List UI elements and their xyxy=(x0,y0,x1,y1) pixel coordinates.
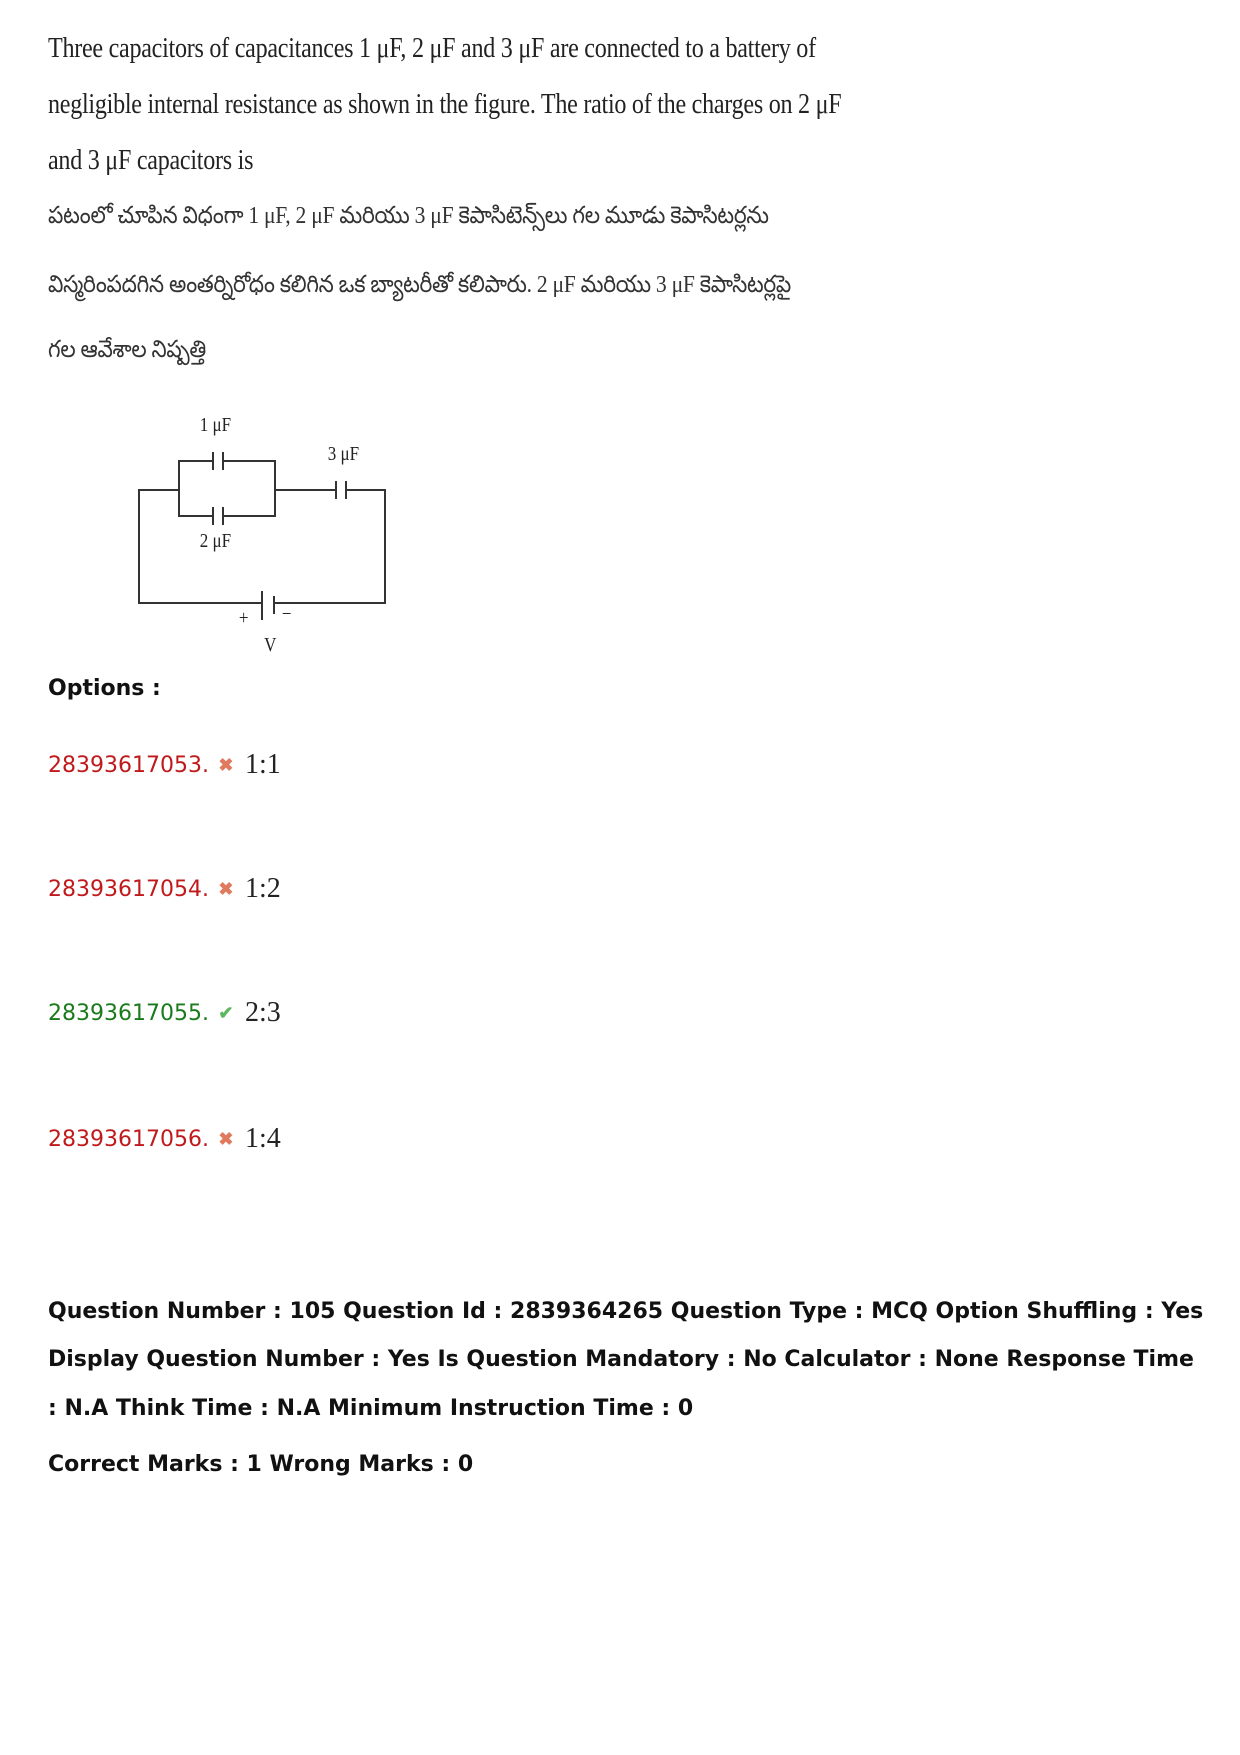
cross-icon: ✖ xyxy=(218,1128,234,1149)
capacitor-2uf-label: 2 μF xyxy=(199,530,232,552)
meta-line: Display Question Number : Yes Is Question Mandatory : No Calculator : None Response Time xyxy=(48,1347,1194,1372)
option-row xyxy=(48,872,281,906)
question-line-te: పటంలో చూపిన విధంగా 1 μF, 2 μF మరియు 3 μF కెపాసిటెన్స్‌లు గల మూడు కెపాసిటర్లను xyxy=(48,203,769,229)
option-row-correct xyxy=(48,996,281,1030)
battery-minus-label: − xyxy=(281,603,292,625)
option-row xyxy=(48,1122,281,1156)
question-line-te: విస్మరింపదగిన అంతర్నిరోధం కలిగిన ఒక బ్యాటరీతో కలిపారు. 2 μF మరియు 3 μF కెపాసిటర్లపై xyxy=(48,272,792,298)
option-id: 28393617055. xyxy=(48,1000,209,1026)
option-id: 28393617053. xyxy=(48,752,209,778)
voltage-label: V xyxy=(264,634,277,656)
option-row xyxy=(48,748,281,782)
circuit-diagram xyxy=(0,0,420,670)
option-id: 28393617054. xyxy=(48,876,209,902)
meta-line: Question Number : 105 Question Id : 2839364265 Question Type : MCQ Option Shuffling : Yes xyxy=(48,1299,1204,1324)
question-line-en: and 3 μF capacitors is xyxy=(48,145,254,176)
check-icon: ✔ xyxy=(218,1002,234,1023)
option-answer: 2:3 xyxy=(244,997,281,1028)
options-heading: Options : xyxy=(48,676,161,701)
marks-line: Correct Marks : 1 Wrong Marks : 0 xyxy=(48,1452,474,1477)
question-line-te: గల ఆవేశాల నిష్పత్తి xyxy=(48,337,206,363)
question-line-en: Three capacitors of capacitances 1 μF, 2 μF and 3 μF are connected to a battery of xyxy=(48,33,816,64)
question-line-en: negligible internal resistance as shown in the figure. The ratio of the charges on 2 μF xyxy=(48,89,842,120)
capacitor-1uf-label: 1 μF xyxy=(199,414,232,436)
capacitor-3uf-label: 3 μF xyxy=(327,443,360,465)
option-answer: 1:1 xyxy=(244,749,281,780)
option-id: 28393617056. xyxy=(48,1126,209,1152)
cross-icon: ✖ xyxy=(218,754,234,775)
option-answer: 1:4 xyxy=(244,1123,281,1154)
meta-line: : N.A Think Time : N.A Minimum Instruction Time : 0 xyxy=(48,1396,694,1421)
option-answer: 1:2 xyxy=(244,873,281,904)
battery-plus-label: + xyxy=(238,607,249,629)
cross-icon: ✖ xyxy=(218,878,234,899)
